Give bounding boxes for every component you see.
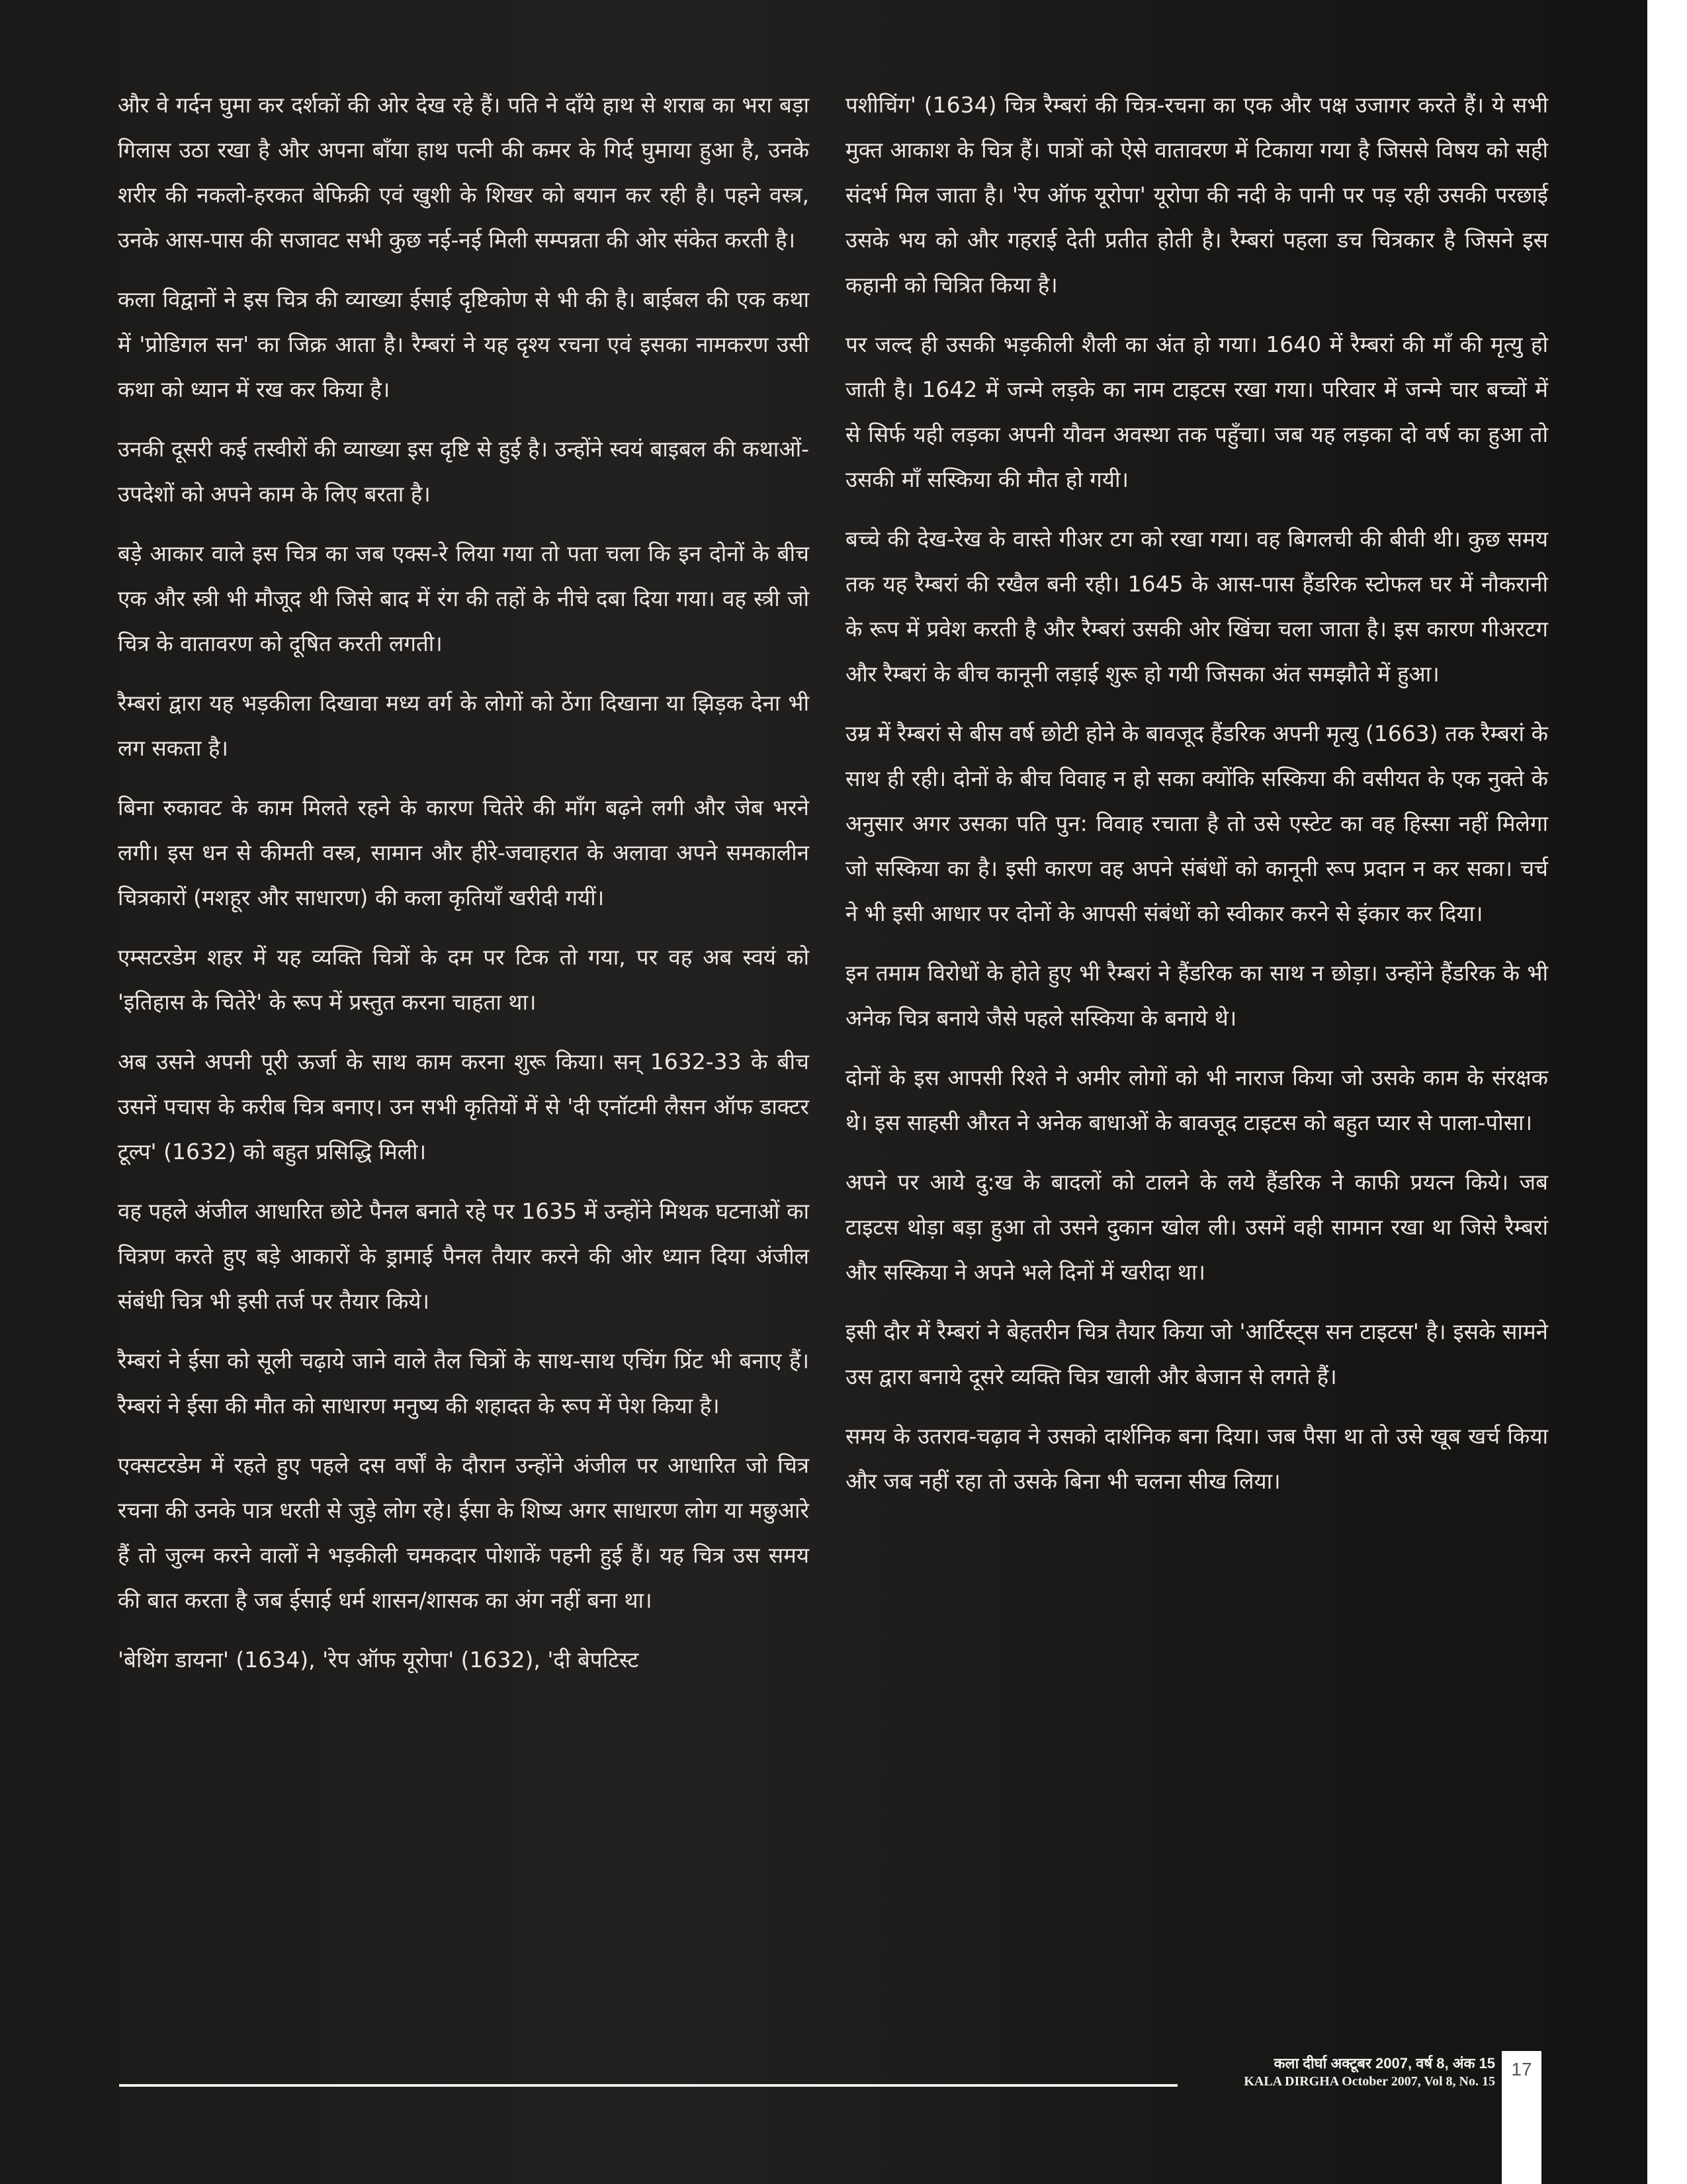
paragraph: रैम्बरां ने ईसा को सूली चढ़ाये जाने वाले तैल चित्रों के साथ-साथ एचिंग प्रिंट भी बनाए हैं। रैम्बरां ने ईसा की मौत को साधारण मनुष्य की शहादत के रूप में पेश किया है।: [118, 1348, 809, 1419]
publication-hindi-line: कला दीर्घा अक्टूबर 2007, वर्ष 8, अंक 15: [1274, 2055, 1495, 2072]
paragraph: बच्चे की देख-रेख के वास्ते गीअर टग को रखा गया। वह बिगलची की बीवी थी। कुछ समय तक यह रैम्बरां की रखैल बनी रही। 1645 के आस-पास हैंडरिक स्टोफल घर में नौकरानी के रूप में प्रवेश करती है और रैम्बरां उसकी ओर खिंचा चला जाता है। इस कारण गीअरटग और रैम्बरां के बीच कानूनी लड़ाई शुरू हो गयी जिसका अंत समझौते में हुआ।: [845, 526, 1548, 687]
publication-english-line: KALA DIRGHA October 2007, Vol 8, No. 15: [1244, 2074, 1495, 2089]
paragraph: बिना रुकावट के काम मिलते रहने के कारण चितेरे की माँग बढ़ने लगी और जेब भरने लगी। इस धन से कीमती वस्त्र, सामान और हीरे-जवाहरात के अलावा अपने समकालीन चित्रकारों (मशहूर और साधारण) की कला कृतियाँ खरीदी गयीं।: [118, 795, 809, 910]
left-text-column: [118, 83, 809, 1697]
paragraph: रैम्बरां द्वारा यह भड़कीला दिखावा मध्य वर्ग के लोगों को ठेंगा दिखाना या झिड़क देना भी लग सकता है।: [118, 690, 809, 761]
paragraph: वह पहले अंजील आधारित छोटे पैनल बनाते रहे पर 1635 में उन्होंने मिथक घटनाओं का चित्रण करते हुए बड़े आकारों के ड्रामाई पैनल तैयार करने की ओर ध्यान दिया अंजील संबंधी चित्र भी इसी तर्ज पर तैयार किये।: [118, 1198, 809, 1314]
footer-rule: [119, 2084, 1178, 2087]
paragraph: उम्र में रैम्बरां से बीस वर्ष छोटी होने के बावजूद हैंडरिक अपनी मृत्यु (1663) तक रैम्बरां के साथ ही रही। दोनों के बीच विवाह न हो सका क्योंकि सस्किया की वसीयत के एक नुक्ते के अनुसार अगर उसका पति पुन: विवाह रचाता है तो उसे एस्टेट का वह हिस्सा नहीं मिलेगा जो सस्किया का है। इसी कारण वह अपने संबंधों को कानूनी रूप प्रदान न कर सका। चर्च ने भी इसी आधार पर दोनों के आपसी संबंधों को स्वीकार करने से इंकार कर दिया।: [845, 721, 1548, 926]
paragraph: इसी दौर में रैम्बरां ने बेहतरीन चित्र तैयार किया जो 'आर्टिस्ट्स सन टाइटस' है। इसके सामने उस द्वारा बनाये दूसरे व्यक्ति चित्र खाली और बेजान से लगते हैं।: [845, 1319, 1548, 1389]
paragraph: एक्सटरडेम में रहते हुए पहले दस वर्षों के दौरान उन्होंने अंजील पर आधारित जो चित्र रचना की उनके पात्र धरती से जुड़े लोग रहे। ईसा के शिष्य अगर साधारण लोग या मछुआरे हैं तो जुल्म करने वालों ने भड़कीली चमकदार पोशाकें पहनी हुई हैं। यह चित्र उस समय की बात करता है जब ईसाई धर्म शासन/शासक का अंग नहीं बना था।: [118, 1452, 809, 1613]
paragraph: पर जल्द ही उसकी भड़कीली शैली का अंत हो गया। 1640 में रैम्बरां की माँ की मृत्यु हो जाती है। 1642 में जन्मे लड़के का नाम टाइटस रखा गया। परिवार में जन्मे चार बच्चों में से सिर्फ यही लड़का अपनी यौवन अवस्था तक पहुँचा। जब यह लड़का दो वर्ष का हुआ तो उसकी माँ सस्किया की मौत हो गयी।: [845, 331, 1548, 492]
paragraph: कला विद्वानों ने इस चित्र की व्याख्या ईसाई दृष्टिकोण से भी की है। बाईबल की एक कथा में 'प्रोडिगल सन' का जिक्र आता है। रैम्बरां ने यह दृश्य रचना एवं इसका नामकरण उसी कथा को ध्यान में रख कर किया है।: [118, 286, 809, 402]
paragraph: दोनों के इस आपसी रिश्ते ने अमीर लोगों को भी नाराज किया जो उसके काम के संरक्षक थे। इस साहसी औरत ने अनेक बाधाओं के बावजूद टाइटस को बहुत प्यार से पाला-पोसा।: [845, 1065, 1548, 1135]
paragraph: अपने पर आये दु:ख के बादलों को टालने के लये हैंडरिक ने काफी प्रयत्न किये। जब टाइटस थोड़ा बड़ा हुआ तो उसने दुकान खोल ली। उसमें वही सामान रखा था जिसे रैम्बरां और सस्किया ने अपने भले दिनों में खरीदा था।: [845, 1169, 1548, 1285]
paragraph: इन तमाम विरोधों के होते हुए भी रैम्बरां ने हैंडरिक का साथ न छोड़ा। उन्होंने हैंडरिक के भी अनेक चित्र बनाये जैसे पहले सस्किया के बनाये थे।: [845, 960, 1548, 1031]
paragraph: अब उसने अपनी पूरी ऊर्जा के साथ काम करना शुरू किया। सन् 1632-33 के बीच उसनें पचास के करीब चित्र बनाए। उन सभी कृतियों में से 'दी एनॉटमी लैसन ऑफ डाक्टर टूल्प' (1632) को बहुत प्रसिद्धि मिली।: [118, 1049, 809, 1164]
paragraph: 'बेथिंग डायना' (1634), 'रेप ऑफ यूरोपा' (1632), 'दी बेपटिस्ट: [118, 1647, 639, 1673]
paragraph: बड़े आकार वाले इस चित्र का जब एक्स-रे लिया गया तो पता चला कि इन दोनों के बीच एक और स्त्री भी मौजूद थी जिसे बाद में रंग की तहों के नीचे दबा दिया गया। वह स्त्री जो चित्र के वातावरण को दूषित करती लगती।: [118, 541, 809, 656]
paragraph: पशीचिंग' (1634) चित्र रैम्बरां की चित्र-रचना का एक और पक्ष उजागर करते हैं। ये सभी मुक्त आकाश के चित्र हैं। पात्रों को ऐसे वातावरण में टिकाया गया है जिससे विषय को सही संदर्भ मिल जाता है। 'रेप ऑफ यूरोपा' यूरोपा की नदी के पानी पर पड़ रही उसकी परछाई उसके भय को और गहराई देती प्रतीत होती है। रैम्बरां पहला डच चित्रकार है जिसने इस कहानी को चित्रित किया है।: [845, 92, 1548, 298]
right-text-column: [845, 83, 1548, 1518]
paragraph: एम्सटरडेम शहर में यह व्यक्ति चित्रों के दम पर टिक तो गया, पर वह अब स्वयं को 'इतिहास के चितेरे' के रूप में प्रस्तुत करना चाहता था।: [118, 944, 809, 1015]
paragraph: उनकी दूसरी कई तस्वीरों की व्याख्या इस दृष्टि से हुई है। उन्होंने स्वयं बाइबल की कथाओं-उपदेशों को अपने काम के लिए बरता है।: [118, 436, 809, 507]
paragraph: और वे गर्दन घुमा कर दर्शकों की ओर देख रहे हैं। पति ने दाँये हाथ से शराब का भरा बड़ा गिलास उठा रखा है और अपना बाँया हाथ पत्नी की कमर के गिर्द घुमाया हुआ है, उनके शरीर की नकलो-हरकत बेफिक्री एवं खुशी के शिखर को बयान कर रही है। पहने वस्त्र, उनके आस-पास की सजावट सभी कुछ नई-नई मिली सम्पन्नता की ओर संकेत करती है।: [118, 92, 809, 253]
page-margin-strip: [1647, 0, 1687, 2184]
publication-credit: [1178, 2054, 1495, 2090]
paragraph: समय के उतराव-चढ़ाव ने उसको दार्शनिक बना दिया। जब पैसा था तो उसे खूब खर्च किया और जब नहीं रहा तो उसके बिना भी चलना सीख लिया।: [845, 1423, 1548, 1494]
page-number: 17: [1502, 2051, 1541, 2184]
